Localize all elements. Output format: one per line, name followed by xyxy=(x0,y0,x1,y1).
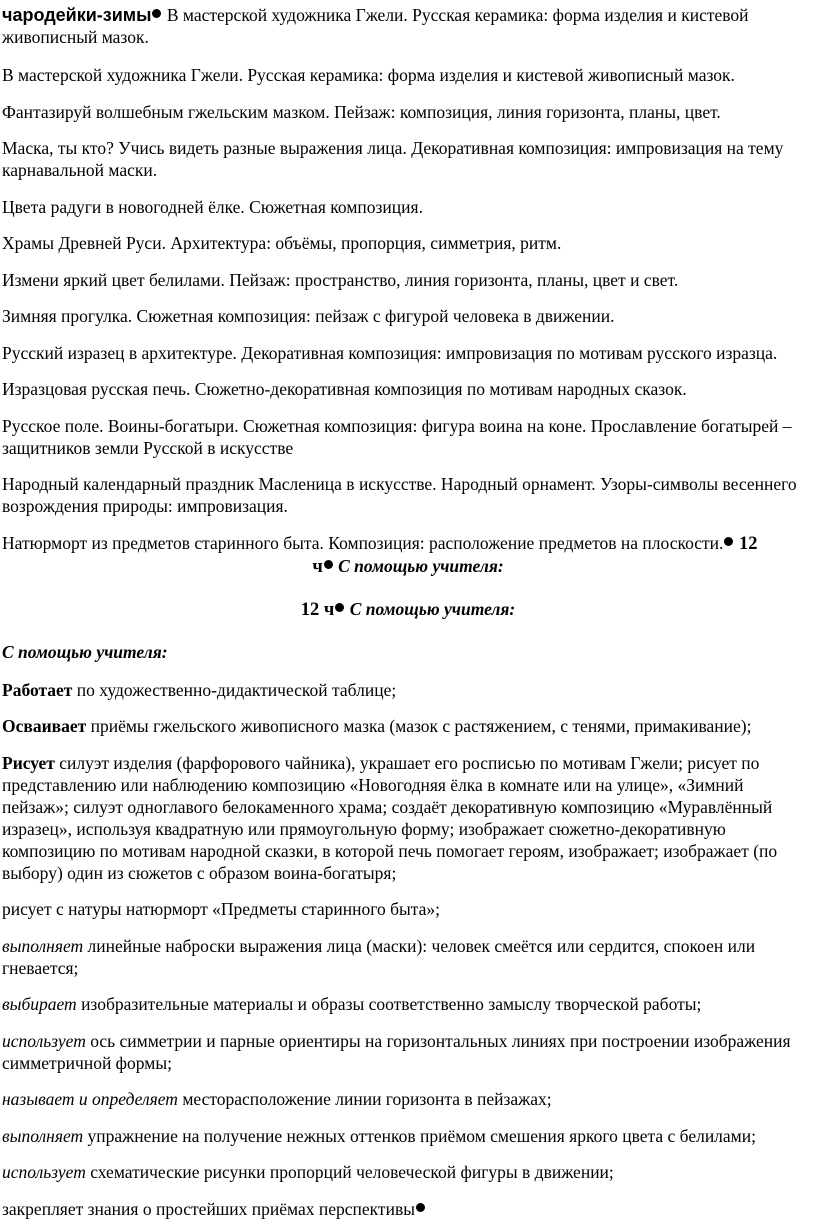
activity-lead: выбирает xyxy=(2,994,77,1014)
intro-text: В мастерской художника Гжели. Русская керамика: форма изделия и кистевой живописный мазок. xyxy=(2,5,749,47)
activities-list xyxy=(2,679,814,1184)
last-text: закрепляет знания о простейших приёмах перспективы xyxy=(2,1198,415,1219)
lesson-item: Храмы Древней Руси. Архитектура: объёмы, пропорция, симметрия, ритм. xyxy=(2,233,562,253)
lesson-item: Русский изразец в архитектуре. Декоративная композиция: импровизация по мотивам русского изразца. xyxy=(2,342,778,363)
activity-item xyxy=(2,1125,814,1147)
with-teacher-heading xyxy=(2,641,814,663)
activity-text: месторасположение линии горизонта в пейзажах; xyxy=(177,1089,552,1109)
lesson-item: В мастерской художника Гжели. Русская керамика: форма изделия и кистевой живописный мазок. xyxy=(2,65,735,85)
activity-lead: Рисует xyxy=(2,752,55,773)
activity-text: по художественно-дидактической таблице; xyxy=(72,679,397,700)
paragraph-intro xyxy=(2,4,814,48)
bullet-dot-icon xyxy=(324,560,333,569)
with-teacher-text: С помощью учителя: xyxy=(2,641,168,662)
activity-text: схематические рисунки пропорций человеческой фигуры в движении; xyxy=(85,1162,614,1182)
activity-item xyxy=(2,1030,814,1074)
activity-text: приёмы гжельского живописного мазка (мазок с растяжением, с тенями, примакивание); xyxy=(86,716,752,736)
still-life-paragraph xyxy=(2,532,814,578)
activity-lead: Осваивает xyxy=(2,716,87,736)
still-life-text: Натюрморт из предметов старинного быта. Композиция: расположение предметов на плоскости. xyxy=(2,532,724,553)
hours-number: 12 xyxy=(739,533,758,554)
activity-lead: Работает xyxy=(2,679,73,700)
lesson-item: Русское поле. Воины-богатыри. Сюжетная композиция: фигура воина на коне. Прославление богатырей – защитников земли Русской в искусстве xyxy=(2,415,792,458)
activity-lead: выполняет xyxy=(2,1125,84,1146)
hours-line-text: 12 ч xyxy=(300,599,335,620)
bullet-dot-icon xyxy=(724,537,733,546)
last-paragraph xyxy=(2,1198,814,1220)
bullet-dot-icon xyxy=(152,9,161,18)
activity-item xyxy=(2,935,814,979)
activity-lead: называет и определяет xyxy=(2,1089,178,1109)
activity-lead: использует xyxy=(2,1162,86,1182)
lesson-item: Цвета радуги в новогодней ёлке. Сюжетная композиция. xyxy=(2,196,423,217)
activity-item xyxy=(2,1161,814,1183)
hours-line xyxy=(2,598,814,621)
activity-item xyxy=(2,752,814,884)
fragment-heading: чародейки-зимы xyxy=(2,5,152,25)
activity-text: линейные наброски выражения лица (маски): человек смеётся или сердится, спокоен или гневается; xyxy=(2,935,756,978)
activity-item xyxy=(2,898,814,920)
activity-item xyxy=(2,679,814,701)
lesson-item: Зимняя прогулка. Сюжетная композиция: пейзаж с фигурой человека в движении. xyxy=(2,306,615,326)
with-teacher-label: С помощью учителя: xyxy=(349,598,516,619)
activity-item xyxy=(2,993,814,1015)
activity-text: упражнение на получение нежных оттенков приёмом смешения яркого цвета с белилами; xyxy=(83,1125,756,1146)
lesson-item: Изразцовая русская печь. Сюжетно-декоративная композиция по мотивам народных сказок. xyxy=(2,379,687,399)
activity-lead: использует xyxy=(2,1030,86,1051)
activity-item xyxy=(2,715,814,737)
activity-text: силуэт изделия (фарфорового чайника), украшает его росписью по мотивам Гжели; рисует по представлению или наблюдению композицию «Новогодняя ёлка в комнате или на улице», «Зимний пейзаж»; силуэт одноглавого белокаменного храма; создаёт декоративную композицию «Муравлённый изразец», используя квадратную или прямоугольную форму; изображает сюжетно-декоративную композицию по мотивам народной сказки, в которой печь помогает героям, изображает; изображает (по выбору) один из сюжетов с образом воина-богатыря; xyxy=(2,752,778,883)
activity-item xyxy=(2,1088,814,1110)
lesson-item: Фантазируй волшебным гжельским мазком. Пейзаж: композиция, линия горизонта, планы, цвет. xyxy=(2,101,721,122)
activity-text: рисует с натуры натюрморт «Предметы старинного быта»; xyxy=(2,899,441,919)
activity-text: изобразительные материалы и образы соответственно замыслу творческой работы; xyxy=(76,994,702,1014)
activity-text: ось симметрии и парные ориентиры на горизонтальных линиях при построении изображения симметричной формы; xyxy=(2,1030,791,1073)
bullet-dot-icon xyxy=(416,1203,425,1212)
hours-unit: ч xyxy=(312,556,323,577)
bullet-dot-icon xyxy=(335,603,344,612)
lesson-item: Маска, ты кто? Учись видеть разные выражения лица. Декоративная композиция: импровизация на тему карнавальной маски. xyxy=(2,138,784,180)
lesson-item: Измени яркий цвет белилами. Пейзаж: пространство, линия горизонта, планы, цвет и свет. xyxy=(2,269,679,290)
with-teacher-label: С помощью учителя: xyxy=(338,555,504,576)
lesson-item: Народный календарный праздник Масленица в искусстве. Народный орнамент. Узоры-символы весеннего возрождения природы: импровизация. xyxy=(2,474,797,516)
hours-value xyxy=(734,534,757,554)
activity-lead: выполняет xyxy=(2,935,84,956)
